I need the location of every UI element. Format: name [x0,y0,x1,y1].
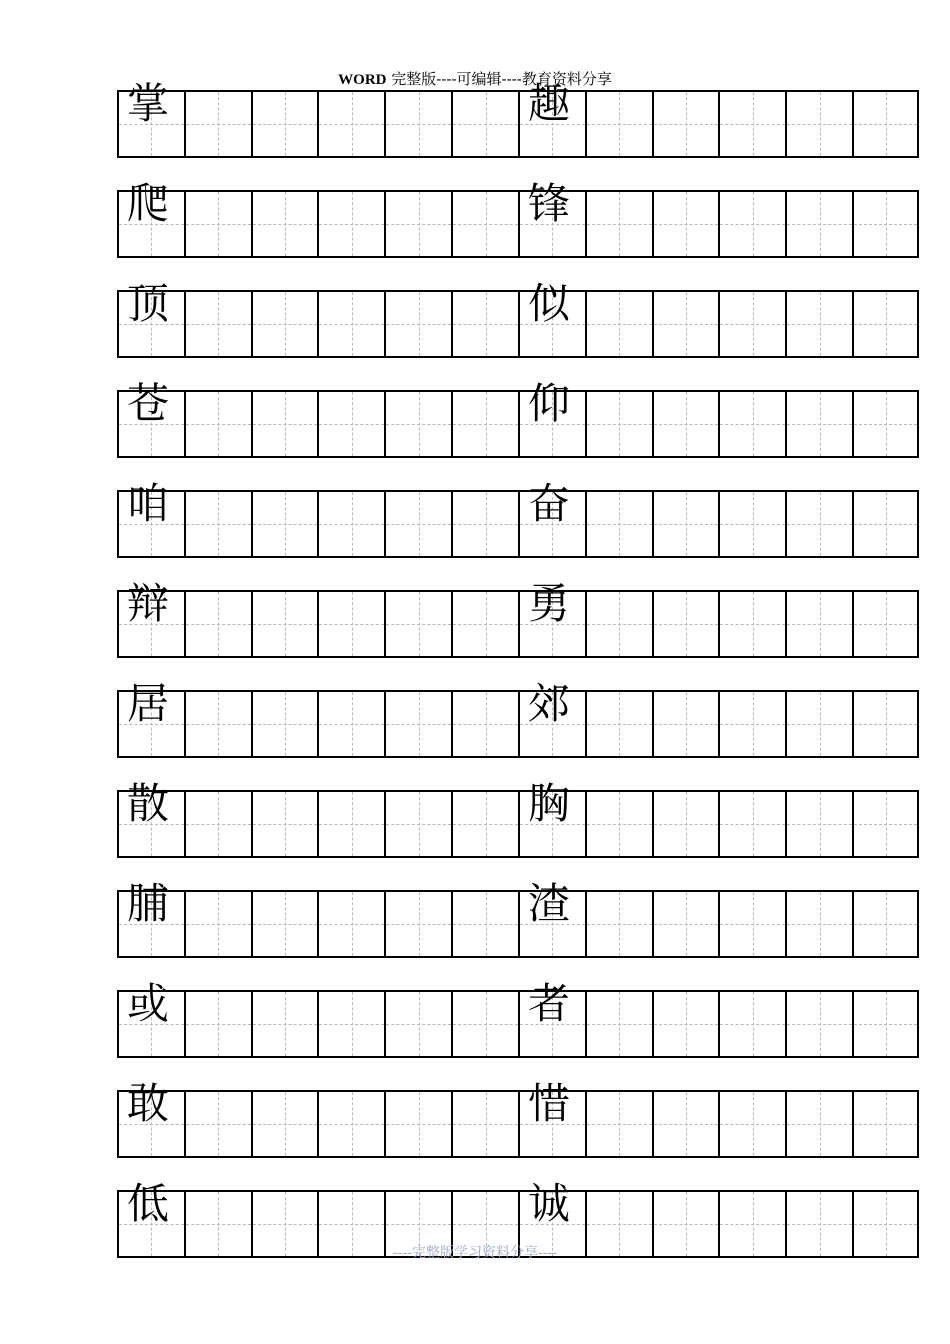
writing-cell[interactable] [852,690,919,758]
writing-cell[interactable] [785,590,852,658]
writing-cell[interactable] [251,90,318,158]
model-character-left: 敢 [127,1079,170,1128]
model-character-left: 顶 [127,279,170,328]
writing-cell[interactable] [184,290,251,358]
model-character-left: 掌 [127,79,170,128]
writing-cell[interactable] [117,679,184,758]
writing-cell[interactable] [585,190,652,258]
model-character-right: 勇 [527,579,570,628]
writing-cell[interactable] [852,590,919,658]
model-character-left: 脯 [127,879,170,928]
writing-cell[interactable] [117,979,184,1058]
writing-cell[interactable] [117,79,184,158]
writing-cell[interactable] [251,690,318,758]
writing-cell[interactable] [585,790,652,858]
writing-cell[interactable] [718,690,785,758]
header-text: 完整版----可编辑----教育资料分享 [386,70,612,88]
writing-cell[interactable] [384,90,451,158]
writing-cell[interactable] [451,190,518,258]
writing-cell[interactable] [852,990,919,1058]
writing-cell[interactable] [451,590,518,658]
writing-cell[interactable] [184,90,251,158]
writing-cell[interactable] [384,790,451,858]
model-character-left: 爬 [127,179,170,228]
writing-cell[interactable] [117,879,184,958]
writing-cell[interactable] [652,290,719,358]
writing-cell[interactable] [718,1090,785,1158]
practice-row [117,679,919,758]
writing-cell[interactable] [718,790,785,858]
writing-cell[interactable] [585,290,652,358]
writing-cell[interactable] [384,690,451,758]
writing-cell[interactable] [451,290,518,358]
writing-cell[interactable] [317,790,384,858]
writing-cell[interactable] [585,90,652,158]
writing-cell[interactable] [652,990,719,1058]
writing-cell[interactable] [317,990,384,1058]
header-word-label: WORD [338,72,387,88]
writing-cell[interactable] [384,590,451,658]
writing-cell[interactable] [251,390,318,458]
writing-cell[interactable] [117,279,184,358]
writing-cell[interactable] [384,890,451,958]
writing-cell[interactable] [384,390,451,458]
writing-cell[interactable] [317,1090,384,1158]
writing-cell[interactable] [718,290,785,358]
writing-cell[interactable] [718,890,785,958]
writing-cell[interactable] [518,279,585,358]
model-character-right: 惜 [527,1079,570,1128]
model-character-right: 胸 [527,779,570,828]
writing-cell[interactable] [518,679,585,758]
model-character-left: 或 [127,979,170,1028]
writing-cell[interactable] [117,379,184,458]
writing-cell[interactable] [852,1090,919,1158]
writing-cell[interactable] [117,479,184,558]
writing-cell[interactable] [184,1090,251,1158]
model-character-right: 似 [527,279,570,328]
writing-cell[interactable] [785,990,852,1058]
writing-cell[interactable] [852,290,919,358]
writing-cell[interactable] [785,790,852,858]
writing-cell[interactable] [451,490,518,558]
writing-cell[interactable] [518,1079,585,1158]
writing-cell[interactable] [785,1090,852,1158]
writing-cell[interactable] [384,190,451,258]
writing-cell[interactable] [852,490,919,558]
writing-cell[interactable] [117,579,184,658]
model-character-right: 渣 [527,879,570,928]
practice-row [117,879,919,958]
writing-cell[interactable] [652,690,719,758]
model-character-left: 咱 [127,479,170,528]
model-character-left: 辩 [127,579,170,628]
writing-cell[interactable] [718,90,785,158]
writing-cell[interactable] [184,790,251,858]
writing-cell[interactable] [451,1090,518,1158]
writing-cell[interactable] [251,1090,318,1158]
writing-cell[interactable] [251,190,318,258]
writing-cell[interactable] [317,390,384,458]
writing-cell[interactable] [184,390,251,458]
writing-cell[interactable] [585,690,652,758]
model-character-left: 苍 [127,379,170,428]
writing-cell[interactable] [518,179,585,258]
writing-cell[interactable] [451,690,518,758]
writing-cell[interactable] [785,490,852,558]
writing-cell[interactable] [785,90,852,158]
practice-row [117,279,919,358]
writing-cell[interactable] [518,479,585,558]
writing-cell[interactable] [451,90,518,158]
writing-cell[interactable] [785,190,852,258]
writing-cell[interactable] [317,590,384,658]
writing-cell[interactable] [785,390,852,458]
writing-cell[interactable] [518,879,585,958]
model-character-right: 锋 [527,179,570,228]
model-character-left: 居 [127,679,170,728]
writing-cell[interactable] [585,390,652,458]
model-character-left: 散 [127,779,170,828]
writing-cell[interactable] [451,990,518,1058]
model-character-right: 奋 [527,479,570,528]
writing-cell[interactable] [451,890,518,958]
practice-row [117,979,919,1058]
writing-cell[interactable] [317,190,384,258]
writing-cell[interactable] [852,390,919,458]
writing-cell[interactable] [184,190,251,258]
writing-cell[interactable] [718,990,785,1058]
writing-cell[interactable] [384,1090,451,1158]
writing-cell[interactable] [384,290,451,358]
page-footer: ----完整版学习资料分享---- [393,1245,557,1261]
writing-cell[interactable] [518,979,585,1058]
practice-row [117,1079,919,1158]
writing-cell[interactable] [117,1079,184,1158]
writing-cell[interactable] [251,890,318,958]
writing-cell[interactable] [317,290,384,358]
writing-cell[interactable] [184,590,251,658]
writing-cell[interactable] [585,990,652,1058]
writing-cell[interactable] [652,890,719,958]
writing-cell[interactable] [518,379,585,458]
model-character-right: 趣 [527,79,570,128]
writing-cell[interactable] [718,490,785,558]
model-character-right: 诚 [527,1179,570,1228]
writing-cell[interactable] [518,579,585,658]
writing-cell[interactable] [652,490,719,558]
writing-cell[interactable] [184,990,251,1058]
writing-cell[interactable] [117,179,184,258]
writing-cell[interactable] [718,190,785,258]
writing-cell[interactable] [384,490,451,558]
writing-cell[interactable] [852,890,919,958]
writing-cell[interactable] [251,990,318,1058]
practice-row [117,479,919,558]
writing-cell[interactable] [451,390,518,458]
writing-cell[interactable] [184,490,251,558]
writing-cell[interactable] [518,779,585,858]
practice-row [117,379,919,458]
writing-cell[interactable] [251,490,318,558]
writing-cell[interactable] [251,290,318,358]
writing-cell[interactable] [785,890,852,958]
writing-cell[interactable] [652,90,719,158]
writing-cell[interactable] [652,390,719,458]
writing-cell[interactable] [317,90,384,158]
practice-row [117,579,919,658]
model-character-right: 者 [527,979,570,1028]
practice-row [117,179,919,258]
model-character-right: 仰 [527,379,570,428]
writing-cell[interactable] [317,690,384,758]
writing-cell[interactable] [585,1090,652,1158]
writing-cell[interactable] [652,190,719,258]
writing-cell[interactable] [652,790,719,858]
writing-cell[interactable] [317,890,384,958]
writing-cell[interactable] [785,690,852,758]
model-character-left: 低 [127,1179,170,1228]
writing-cell[interactable] [652,1090,719,1158]
writing-cell[interactable] [718,390,785,458]
writing-cell[interactable] [184,690,251,758]
writing-cell[interactable] [451,790,518,858]
model-character-right: 郊 [527,679,570,728]
writing-cell[interactable] [852,90,919,158]
writing-cell[interactable] [718,590,785,658]
writing-cell[interactable] [117,779,184,858]
writing-cell[interactable] [585,590,652,658]
writing-cell[interactable] [585,490,652,558]
writing-cell[interactable] [652,590,719,658]
writing-cell[interactable] [518,79,585,158]
writing-cell[interactable] [317,490,384,558]
writing-cell[interactable] [384,990,451,1058]
writing-cell[interactable] [251,590,318,658]
writing-cell[interactable] [785,290,852,358]
practice-row [117,779,919,858]
writing-cell[interactable] [251,790,318,858]
writing-cell[interactable] [852,190,919,258]
writing-cell[interactable] [852,790,919,858]
writing-cell[interactable] [184,890,251,958]
writing-cell[interactable] [585,890,652,958]
